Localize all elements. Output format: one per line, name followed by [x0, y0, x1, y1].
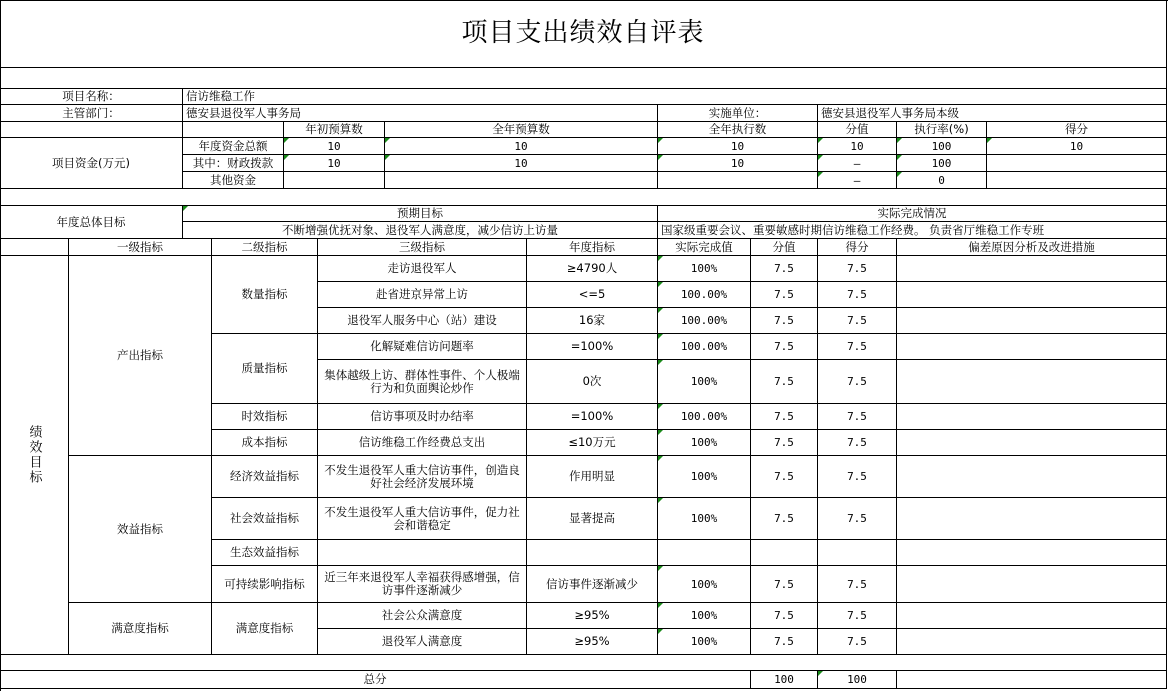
indicator-header-blank [0, 239, 69, 256]
deviation-analysis[interactable] [897, 540, 1167, 566]
actual-value[interactable]: 100% [658, 566, 751, 603]
actual-value[interactable]: 100% [658, 456, 751, 498]
deviation-analysis[interactable] [897, 360, 1167, 404]
actual-completion-text[interactable]: 国家级重要会议、重要敏感时期信访维稳工作经费。 负责省厅维稳工作专班 [658, 222, 1167, 239]
spacer-row [0, 68, 1167, 89]
score-value[interactable]: 7.5 [751, 308, 818, 334]
implementer-value[interactable]: 德安县退役军人事务局本级 [818, 105, 1167, 122]
actual-value[interactable] [658, 540, 751, 566]
score-value[interactable]: 7.5 [751, 334, 818, 360]
level2-indicator: 满意度指标 [212, 603, 318, 655]
score-earned[interactable]: 7.5 [818, 404, 897, 430]
level3-indicator: 信访事项及时办结率 [318, 404, 527, 430]
actual-value[interactable]: 100% [658, 629, 751, 655]
score-value[interactable]: 7.5 [751, 360, 818, 404]
deviation-analysis[interactable] [897, 404, 1167, 430]
level1-indicator: 效益指标 [69, 456, 212, 603]
funds-row-label: 其中：财政拨款 [183, 155, 284, 172]
score-earned[interactable]: 7.5 [818, 498, 897, 540]
funds-cell-score[interactable] [987, 155, 1167, 172]
performance-goal-side-label: 绩效目标 [0, 256, 69, 655]
funds-cell-initial[interactable]: 10 [284, 138, 385, 155]
funds-header-blank [183, 122, 284, 138]
deviation-analysis[interactable] [897, 256, 1167, 282]
level2-indicator: 质量指标 [212, 334, 318, 404]
funds-cell-annual[interactable]: 10 [385, 138, 658, 155]
funds-cell-executed[interactable] [658, 172, 818, 189]
actual-completion-header: 实际完成情况 [658, 206, 1167, 222]
score-earned[interactable]: 7.5 [818, 629, 897, 655]
level2-indicator: 社会效益指标 [212, 498, 318, 540]
funds-row-label: 年度资金总额 [183, 138, 284, 155]
level3-indicator: 化解疑难信访问题率 [318, 334, 527, 360]
deviation-analysis[interactable] [897, 456, 1167, 498]
actual-value[interactable]: 100% [658, 256, 751, 282]
indicator-header: 三级指标 [318, 239, 527, 256]
total-blank [897, 671, 1167, 689]
deviation-analysis[interactable] [897, 282, 1167, 308]
indicator-header: 二级指标 [212, 239, 318, 256]
actual-value[interactable]: 100% [658, 498, 751, 540]
level2-indicator: 可持续影响指标 [212, 566, 318, 603]
sheet-title: 项目支出绩效自评表 [0, 0, 1167, 68]
indicator-header: 实际完成值 [658, 239, 751, 256]
level3-indicator: 退役军人服务中心（站）建设 [318, 308, 527, 334]
funds-header: 年初预算数 [284, 122, 385, 138]
annual-goal-label: 年度总体目标 [0, 206, 183, 239]
funds-cell-score_value[interactable]: – [818, 172, 897, 189]
annual-target[interactable]: 显著提高 [527, 498, 658, 540]
annual-target[interactable]: ≤10万元 [527, 430, 658, 456]
annual-target[interactable]: ≥95% [527, 629, 658, 655]
score-value[interactable] [751, 540, 818, 566]
project-name-label: 项目名称： [0, 89, 183, 105]
annual-target[interactable]: <=5 [527, 282, 658, 308]
annual-target[interactable]: =100% [527, 334, 658, 360]
score-earned[interactable]: 7.5 [818, 566, 897, 603]
spacer-row [0, 655, 1167, 671]
deviation-analysis[interactable] [897, 308, 1167, 334]
funds-cell-rate[interactable]: 100 [897, 138, 987, 155]
score-earned[interactable]: 7.5 [818, 430, 897, 456]
funds-cell-executed[interactable]: 10 [658, 155, 818, 172]
level2-indicator: 成本指标 [212, 430, 318, 456]
score-earned[interactable]: 7.5 [818, 308, 897, 334]
score-earned[interactable] [818, 540, 897, 566]
funds-row-label: 其他资金 [183, 172, 284, 189]
funds-cell-annual[interactable]: 10 [385, 155, 658, 172]
deviation-analysis[interactable] [897, 629, 1167, 655]
department-label: 主管部门： [0, 105, 183, 122]
total-score[interactable]: 100 [818, 671, 897, 689]
score-earned[interactable]: 7.5 [818, 282, 897, 308]
actual-value[interactable]: 100.00% [658, 282, 751, 308]
indicator-header: 得分 [818, 239, 897, 256]
annual-target[interactable]: ≥4790人 [527, 256, 658, 282]
annual-target[interactable]: 作用明显 [527, 456, 658, 498]
funds-header: 全年预算数 [385, 122, 658, 138]
funds-cell-score[interactable] [987, 172, 1167, 189]
score-earned[interactable]: 7.5 [818, 456, 897, 498]
score-earned[interactable]: 7.5 [818, 334, 897, 360]
funds-cell-initial[interactable] [284, 172, 385, 189]
level3-indicator: 近三年来退役军人幸福获得感增强，信访事件逐渐减少 [318, 566, 527, 603]
indicator-header: 偏差原因分析及改进措施 [897, 239, 1167, 256]
annual-target[interactable]: 0次 [527, 360, 658, 404]
score-value[interactable]: 7.5 [751, 282, 818, 308]
funds-cell-rate[interactable]: 100 [897, 155, 987, 172]
annual-target[interactable]: 16家 [527, 308, 658, 334]
score-value[interactable]: 7.5 [751, 404, 818, 430]
score-value[interactable]: 7.5 [751, 629, 818, 655]
score-value[interactable]: 7.5 [751, 456, 818, 498]
funds-cell-rate[interactable]: 0 [897, 172, 987, 189]
funds-section-label: 项目资金(万元) [0, 138, 183, 189]
spacer-row [0, 189, 1167, 206]
level1-indicator: 满意度指标 [69, 603, 212, 655]
actual-value[interactable]: 100.00% [658, 308, 751, 334]
total-value[interactable]: 100 [751, 671, 818, 689]
funds-cell-executed[interactable]: 10 [658, 138, 818, 155]
level1-indicator: 产出指标 [69, 256, 212, 456]
level2-indicator: 时效指标 [212, 404, 318, 430]
implementer-label: 实施单位： [658, 105, 818, 122]
score-value[interactable]: 7.5 [751, 566, 818, 603]
actual-value[interactable]: 100% [658, 603, 751, 629]
expected-goal-text[interactable]: 不断增强优抚对象、退役军人满意度，减少信访上访量 [183, 222, 658, 239]
level3-indicator: 赴省进京异常上访 [318, 282, 527, 308]
level3-indicator: 集体越级上访、群体性事件、个人极端行为和负面舆论炒作 [318, 360, 527, 404]
score-value[interactable]: 7.5 [751, 498, 818, 540]
funds-header: 执行率(%) [897, 122, 987, 138]
deviation-analysis[interactable] [897, 603, 1167, 629]
score-earned[interactable]: 7.5 [818, 603, 897, 629]
indicator-header: 分值 [751, 239, 818, 256]
department-value[interactable]: 德安县退役军人事务局 [183, 105, 658, 122]
funds-header: 得分 [987, 122, 1167, 138]
level3-indicator: 信访维稳工作经费总支出 [318, 430, 527, 456]
annual-target[interactable]: 信访事件逐渐减少 [527, 566, 658, 603]
deviation-analysis[interactable] [897, 566, 1167, 603]
actual-value[interactable]: 100.00% [658, 404, 751, 430]
funds-cell-annual[interactable] [385, 172, 658, 189]
level3-indicator: 不发生退役军人重大信访事件，促力社会和谐稳定 [318, 498, 527, 540]
level3-indicator: 走访退役军人 [318, 256, 527, 282]
expected-goal-header: 预期目标 [183, 206, 658, 222]
funds-header-blank [0, 122, 183, 138]
level2-indicator: 数量指标 [212, 256, 318, 334]
score-value[interactable]: 7.5 [751, 603, 818, 629]
deviation-analysis[interactable] [897, 334, 1167, 360]
score-earned[interactable]: 7.5 [818, 256, 897, 282]
score-earned[interactable]: 7.5 [818, 360, 897, 404]
level3-indicator: 退役军人满意度 [318, 629, 527, 655]
level3-indicator: 社会公众满意度 [318, 603, 527, 629]
indicator-header: 一级指标 [69, 239, 212, 256]
funds-cell-score_value[interactable]: – [818, 155, 897, 172]
annual-target[interactable]: =100% [527, 404, 658, 430]
annual-target[interactable] [527, 540, 658, 566]
score-value[interactable]: 7.5 [751, 430, 818, 456]
project-name-value[interactable]: 信访维稳工作 [183, 89, 1167, 105]
deviation-analysis[interactable] [897, 430, 1167, 456]
level2-indicator: 经济效益指标 [212, 456, 318, 498]
level3-indicator [318, 540, 527, 566]
level2-indicator: 生态效益指标 [212, 540, 318, 566]
funds-cell-initial[interactable]: 10 [284, 155, 385, 172]
actual-value[interactable]: 100% [658, 430, 751, 456]
score-value[interactable]: 7.5 [751, 256, 818, 282]
funds-header: 全年执行数 [658, 122, 818, 138]
actual-value[interactable]: 100% [658, 360, 751, 404]
deviation-analysis[interactable] [897, 498, 1167, 540]
total-label: 总分 [0, 671, 751, 689]
funds-header: 分值 [818, 122, 897, 138]
annual-target[interactable]: ≥95% [527, 603, 658, 629]
actual-value[interactable]: 100.00% [658, 334, 751, 360]
level3-indicator: 不发生退役军人重大信访事件，创造良好社会经济发展环境 [318, 456, 527, 498]
funds-cell-score_value[interactable]: 10 [818, 138, 897, 155]
funds-cell-score[interactable]: 10 [987, 138, 1167, 155]
indicator-header: 年度指标 [527, 239, 658, 256]
